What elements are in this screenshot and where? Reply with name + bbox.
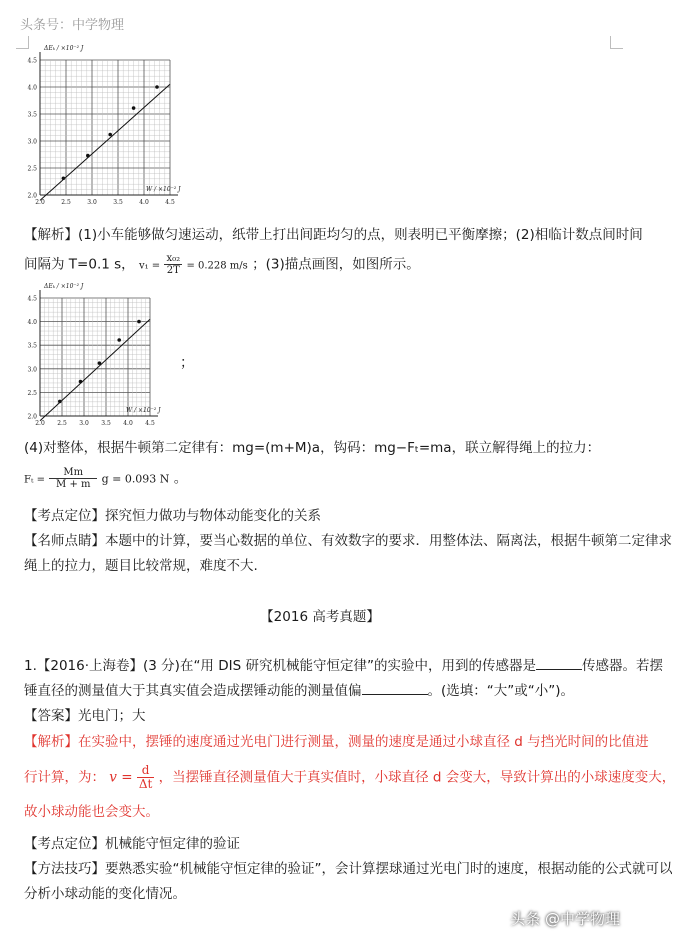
data-point (79, 380, 83, 384)
red-analysis-line-2-post: ，当摆锤直径测量值大于真实值时，小球直径 d 会变大，导致计算出的小球速度变大， (158, 769, 675, 786)
formula-ft: Fₜ = (24, 474, 45, 486)
y-tick-label: 2.0 (27, 192, 37, 200)
data-point (117, 338, 121, 342)
y-tick-label: 4.0 (27, 319, 37, 327)
formula-v: v = (109, 769, 133, 786)
data-point (137, 320, 141, 324)
formula-v1-value: = 0.228 m/s (186, 260, 248, 272)
kaodian-2: 【考点定位】机械能守恒定律的验证 (24, 836, 240, 852)
data-point (132, 106, 136, 110)
y-tick-label: 3.0 (27, 366, 37, 374)
crop-mark-right (610, 36, 623, 49)
y-tick-label: 2.0 (27, 413, 37, 421)
red-analysis-line-3: 故小球动能也会变大。 (24, 804, 159, 820)
question-line-2-b: 。(选填：“大”或“小”)。 (427, 683, 575, 699)
data-point (98, 361, 102, 365)
x-tick-label: 4.0 (139, 199, 149, 206)
data-point (108, 133, 112, 137)
data-point (86, 154, 90, 158)
frac-num: x₀₂ (166, 253, 181, 264)
answer-blank-1 (536, 669, 582, 670)
kaodian-1: 【考点定位】探究恒力做功与物体动能变化的关系 (24, 508, 321, 524)
y-tick-label: 3.5 (27, 342, 37, 350)
x-tick-label: 3.0 (79, 420, 89, 427)
x-tick-label: 3.0 (87, 199, 97, 206)
graph-2-semicolon: ； (180, 355, 194, 371)
question-line-1 (24, 656, 663, 676)
formula-v-fraction (137, 764, 155, 791)
y-tick-label: 4.0 (27, 84, 37, 92)
y-tick-label: 3.0 (27, 138, 37, 146)
y-axis-label: ΔEₖ / ×10⁻² J (44, 45, 84, 52)
answer-blank-2 (362, 694, 428, 695)
frac-den: Δt (138, 777, 153, 791)
method-line-2: 分析小球动能的变化情况。 (24, 886, 186, 902)
page-header (0, 0, 640, 48)
x-axis-label: W / ×10⁻² J (126, 407, 161, 414)
analysis-line-2-post: ；(3)描点画图，如图所示。 (252, 256, 420, 273)
formula-v1-fraction (164, 253, 182, 276)
x-tick-label: 4.0 (123, 420, 133, 427)
watermark: 头条 @中学物理 (510, 910, 620, 928)
red-analysis-line-2 (24, 764, 675, 791)
data-point (155, 85, 159, 89)
part4-line-2 (24, 467, 187, 491)
account-name: 头条号：中学物理 (20, 18, 125, 33)
x-tick-label: 4.5 (165, 199, 175, 206)
section-title: 【2016 高考真题】 (260, 609, 380, 625)
fit-line (40, 84, 170, 200)
analysis-line-2-pre: 间隔为 T=0.1 s， (24, 256, 135, 273)
data-point (58, 400, 62, 404)
y-tick-label: 2.5 (27, 389, 37, 397)
analysis-line-1: 【解析】(1)小车能够做匀速运动，纸带上打出间距均匀的点，则表明已平衡摩擦；(2)相临计数点间时间 (24, 227, 643, 243)
x-tick-label: 2.0 (35, 420, 45, 427)
data-point (62, 176, 66, 180)
frac-num: d (137, 764, 155, 778)
frac-den: M + m (56, 479, 91, 490)
mingshi-line-2: 绳上的拉力，题目比较常规，难度不大. (24, 558, 258, 574)
formula-ft-result: g = 0.093 N (101, 472, 170, 486)
formula-ft-end: 。 (173, 470, 188, 487)
y-tick-label: 4.5 (27, 57, 37, 65)
part4-line-1: (4)对整体，根据牛顿第二定律有：mg=(m+M)a，钩码：mg−Fₜ=ma，联立解得绳上的拉力： (24, 440, 601, 456)
graph-1 (20, 45, 220, 218)
formula-v1: v₁ = (138, 260, 161, 272)
x-tick-label: 3.5 (113, 199, 123, 206)
question-line-1-a: 1.【2016·上海卷】(3 分)在“用 DIS 研究机械能守恒定律”的实验中，用到的传感器是 (24, 658, 536, 674)
x-tick-label: 2.5 (57, 420, 67, 427)
answer-line: 【答案】光电门；大 (24, 708, 146, 724)
x-tick-label: 2.5 (61, 199, 71, 206)
question-line-2 (24, 681, 574, 701)
formula-ft-fraction (49, 467, 97, 490)
frac-num: Mm (49, 467, 97, 479)
mingshi-line-1: 【名师点睛】本题中的计算，要当心数据的单位、有效数字的要求．用整体法、隔离法，根据牛顿第二定律求 (24, 533, 672, 549)
question-line-1-b: 传感器。若摆 (581, 658, 663, 674)
question-line-2-a: 锤直径的测量值大于其真实值会造成摆锤动能的测量值偏 (24, 683, 362, 699)
x-axis-label: W / ×10⁻² J (146, 186, 181, 193)
method-line-1: 【方法技巧】要熟悉实验“机械能守恒定律的验证”，会计算摆球通过光电门时的速度，根据动能的公式就可以 (24, 861, 673, 877)
fit-line (40, 319, 150, 420)
frac-den: 2T (166, 265, 180, 276)
y-tick-label: 2.5 (27, 165, 37, 173)
x-tick-label: 3.5 (101, 420, 111, 427)
red-analysis-line-2-pre: 行计算，为： (24, 769, 105, 786)
y-tick-label: 4.5 (27, 295, 37, 303)
y-tick-label: 3.5 (27, 111, 37, 119)
y-axis-label: ΔEₖ / ×10⁻² J (44, 283, 84, 290)
analysis-line-2 (24, 253, 420, 277)
x-tick-label: 4.5 (145, 420, 155, 427)
red-analysis-line-1: 【解析】在实验中，摆锤的速度通过光电门进行测量，测量的速度是通过小球直径 d 与挡光时间的比值进 (24, 734, 649, 750)
x-tick-label: 2.0 (35, 199, 45, 206)
